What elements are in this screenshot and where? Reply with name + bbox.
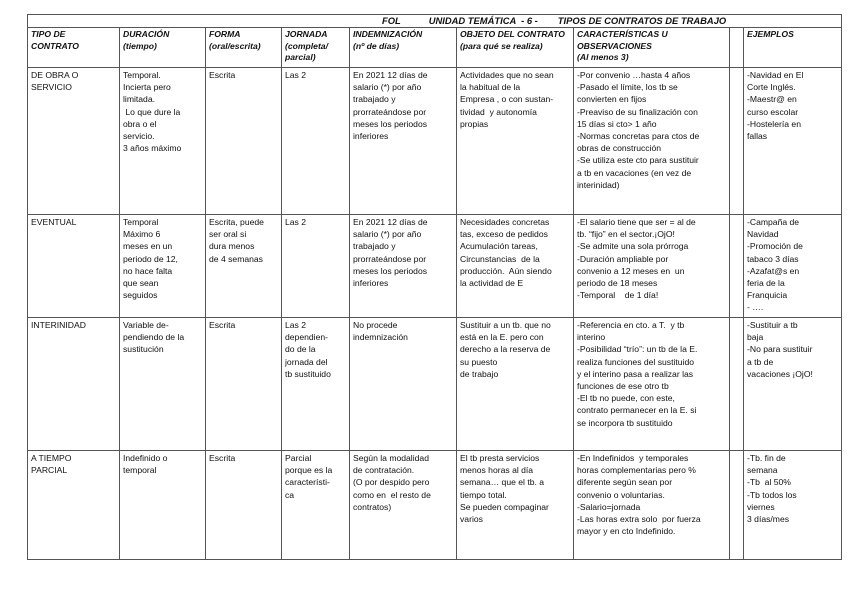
table-row <box>28 318 842 451</box>
table-row <box>28 215 842 318</box>
header-objeto: OBJETO DEL CONTRATO (para qué se realiza) <box>457 28 574 68</box>
cell-objeto: Necesidades concretas tas, exceso de pedidos Acumulación tareas, Circunstancias de la producción. Aún siendo la actividad de E <box>457 215 574 318</box>
header-ejemplos: EJEMPLOS <box>744 28 842 68</box>
cell-caracteristicas: -El salario tiene que ser = al de tb. “fijo” en el sector.¡OjO! -Se admite una sola prórroga -Duración ampliable por convenio a 12 meses en un periodo de 18 meses -Temporal de 1 día! <box>574 215 730 318</box>
cell-forma: Escrita <box>206 451 282 560</box>
topic-title: TIPOS DE CONTRATOS DE TRABAJO <box>557 15 727 26</box>
table-row <box>28 451 842 560</box>
cell-objeto: Actividades que no sean la habitual de la Empresa , o con sustan- tividad y autonomía propias <box>457 68 574 215</box>
cell-ejemplos: -Campaña de Navidad -Promoción de tabaco 3 días -Azafat@s en feria de la Franquicia - …. <box>744 215 842 318</box>
cell-duracion: Temporal. Incierta pero limitada. Lo que dure la obra o el servicio. 3 años máximo <box>120 68 206 215</box>
gap-column <box>730 318 744 451</box>
header-row <box>28 28 842 68</box>
cell-objeto: Sustituir a un tb. que no está en la E. pero con derecho a la reserva de su puesto de trabajo <box>457 318 574 451</box>
table-row <box>28 68 842 215</box>
title-row <box>28 15 842 28</box>
cell-tipo: A TIEMPO PARCIAL <box>28 451 120 560</box>
cell-indemnizacion: No procede indemnización <box>350 318 457 451</box>
gap-column <box>730 68 744 215</box>
gap-column <box>730 215 744 318</box>
subject-title: FOL <box>382 15 401 26</box>
cell-forma: Escrita <box>206 318 282 451</box>
cell-caracteristicas: -Por convenio …hasta 4 años -Pasado el límite, los tb se convierten en fijos -Preaviso de su finalización con 15 días si cto> 1 año -Normas concretas para ctos de obras de construcción -Se utiliza este cto para sustituir a tb en vacaciones (en vez de interinidad) <box>574 68 730 215</box>
cell-duracion: Indefinido o temporal <box>120 451 206 560</box>
gap-column <box>730 28 744 68</box>
cell-ejemplos: -Navidad en El Corte Inglés. -Maestr@ en curso escolar -Hostelería en fallas <box>744 68 842 215</box>
cell-caracteristicas: -Referencia en cto. a T. y tb interino -Posibilidad “trío”: un tb de la E. realiza funciones del sustituido y el interino pasa a realizar las funciones de ese otro tb -El tb no puede, con este, contrato permanecer en la E. si se incorpora tb sustituido <box>574 318 730 451</box>
contract-types-sheet <box>27 14 841 560</box>
cell-ejemplos: -Sustituir a tb baja -No para sustituir a tb de vacaciones ¡OjO! <box>744 318 842 451</box>
title-cell <box>28 15 842 28</box>
cell-forma: Escrita, puede ser oral si dura menos de 4 semanas <box>206 215 282 318</box>
cell-indemnizacion: En 2021 12 días de salario (*) por año trabajado y prorrateándose por meses los periodos inferiores <box>350 68 457 215</box>
cell-duracion: Variable de- pendiendo de la sustitución <box>120 318 206 451</box>
cell-tipo: INTERINIDAD <box>28 318 120 451</box>
header-duracion: DURACIÓN (tiempo) <box>120 28 206 68</box>
header-forma: FORMA (oral/escrita) <box>206 28 282 68</box>
cell-ejemplos: -Tb. fin de semana -Tb al 50% -Tb todos los viernes 3 días/mes <box>744 451 842 560</box>
cell-indemnizacion: Según la modalidad de contratación. (O por despido pero como en el resto de contratos) <box>350 451 457 560</box>
cell-forma: Escrita <box>206 68 282 215</box>
header-tipo: TIPO DE CONTRATO <box>28 28 120 68</box>
header-jornada: JORNADA (completa/ parcial) <box>282 28 350 68</box>
header-indemnizacion: INDEMNIZACIÓN (nº de días) <box>350 28 457 68</box>
cell-jornada: Las 2 <box>282 215 350 318</box>
contract-types-table <box>27 14 842 560</box>
header-caracteristicas: CARACTERÍSTICAS U OBSERVACIONES (Al menos 3) <box>574 28 730 68</box>
cell-indemnizacion: En 2021 12 días de salario (*) por año trabajado y prorrateándose por meses los periodos inferiores <box>350 215 457 318</box>
cell-jornada: Parcial porque es la característi- ca <box>282 451 350 560</box>
cell-jornada: Las 2 <box>282 68 350 215</box>
cell-objeto: El tb presta servicios menos horas al día semana… que el tb. a tiempo total. Se pueden compaginar varios <box>457 451 574 560</box>
cell-duracion: Temporal Máximo 6 meses en un periodo de 12, no hace falta que sean seguidos <box>120 215 206 318</box>
cell-caracteristicas: -En Indefinidos y temporales horas complementarias pero % diferente según sean por convenio o voluntarias. -Salario=jornada -Las horas extra solo por fuerza mayor y en cto Indefinido. <box>574 451 730 560</box>
gap-column <box>730 451 744 560</box>
cell-tipo: EVENTUAL <box>28 215 120 318</box>
cell-tipo: DE OBRA O SERVICIO <box>28 68 120 215</box>
unit-title: UNIDAD TEMÁTICA - 6 - <box>428 15 538 26</box>
cell-jornada: Las 2 dependien- do de la jornada del tb sustituido <box>282 318 350 451</box>
